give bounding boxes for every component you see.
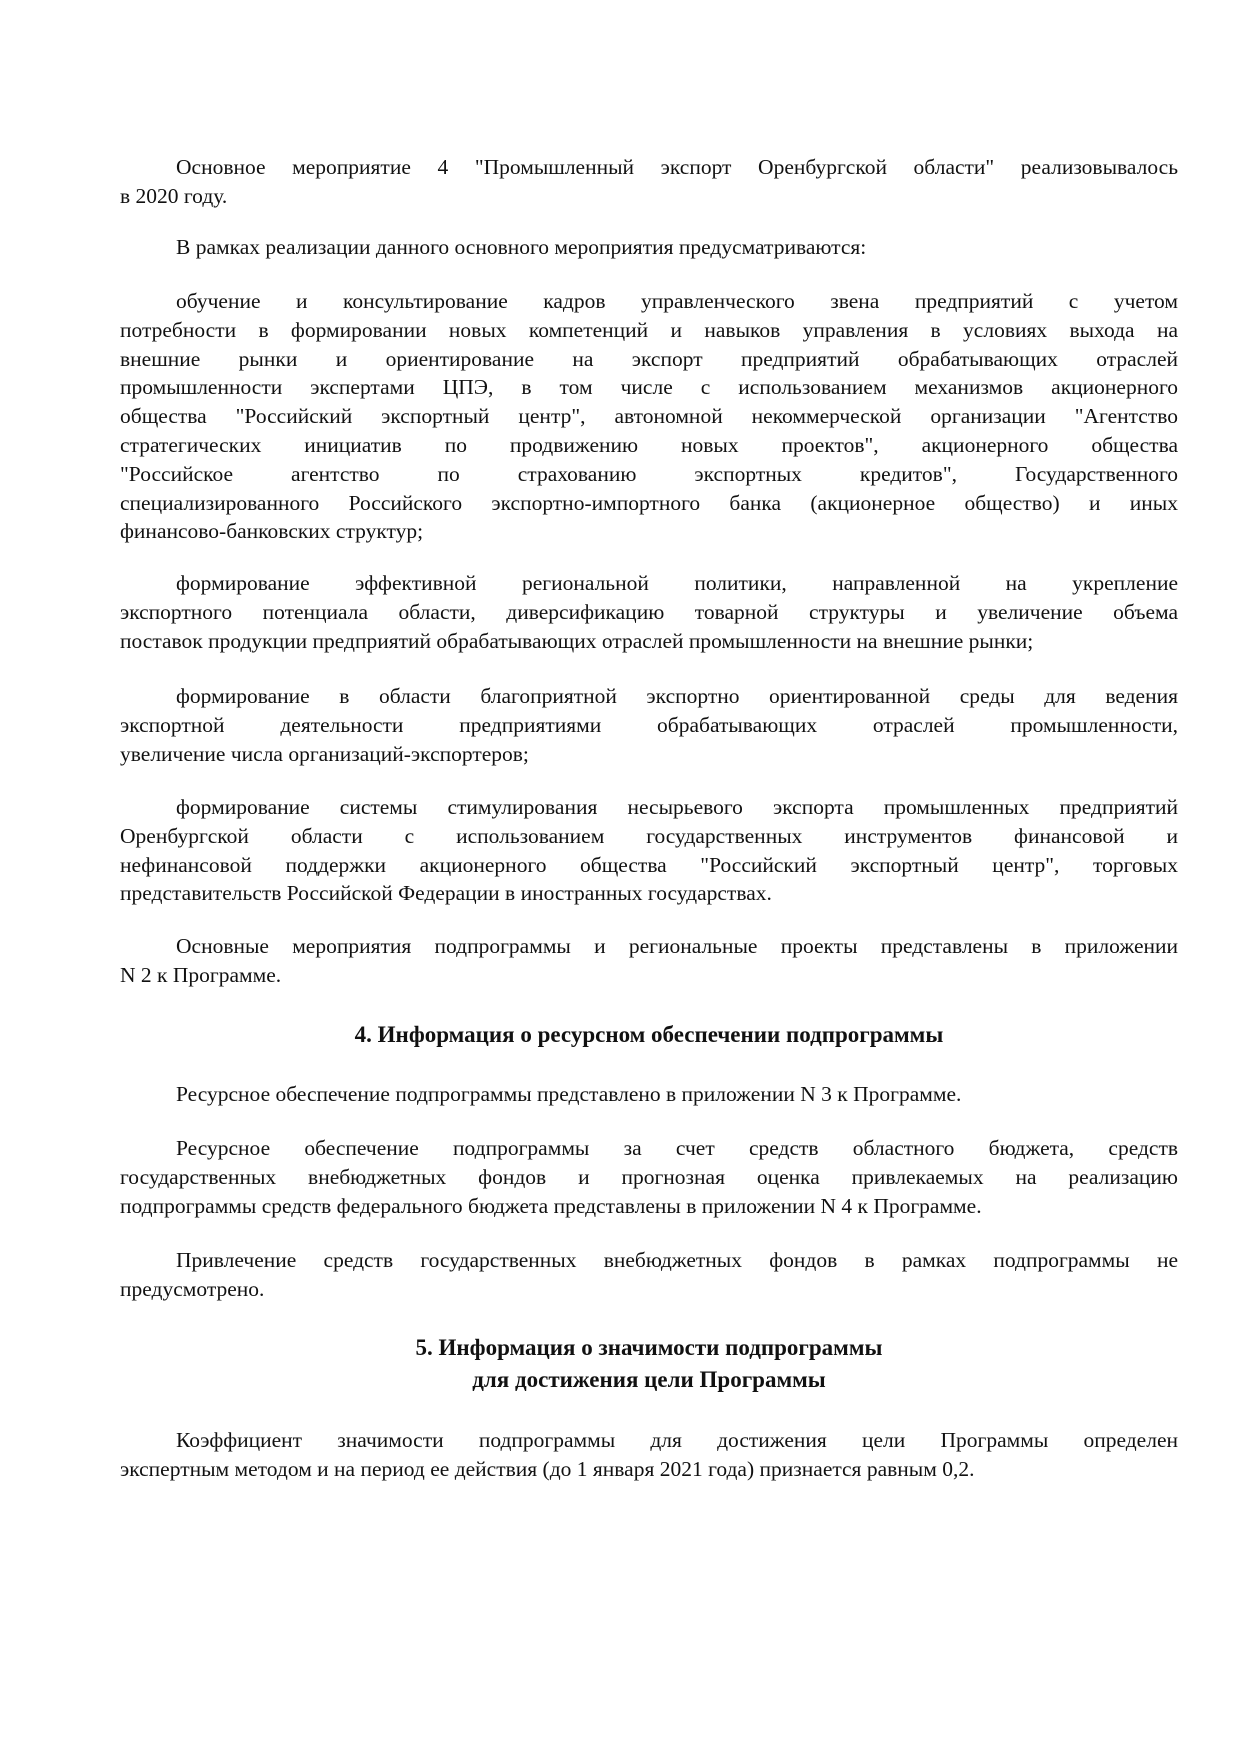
text-line: N 2 к Программе.	[120, 962, 282, 987]
paragraph-regional-policy	[120, 569, 1178, 655]
text-line: формирование системы стимулирования несырьевого экспорта промышленных предприятий	[176, 795, 1178, 819]
paragraph-stimulation-system	[120, 793, 1178, 908]
text-line: "Российское агентство по страхованию экспортных кредитов", Государственного	[120, 461, 1178, 486]
text-line: внешние рынки и ориентирование на экспорт предприятий обрабатывающих отраслей	[120, 346, 1178, 371]
text-line: в 2020 году.	[120, 183, 228, 208]
paragraph-appendix-2	[120, 932, 1178, 990]
text-line: экспортной деятельности предприятиями обрабатывающих отраслей промышленности,	[120, 712, 1178, 737]
text-line: формирование в области благоприятной экспортно ориентированной среды для ведения	[176, 684, 1178, 708]
text-line: формирование эффективной региональной политики, направленной на укрепление	[176, 571, 1178, 595]
text-line: поставок продукции предприятий обрабатывающих отраслей промышленности на внешние рынки;	[120, 628, 1034, 653]
text-line: промышленности экспертами ЦПЭ, в том числе с использованием механизмов акционерного	[120, 375, 1178, 400]
text-line: экспортного потенциала области, диверсификацию товарной структуры и увеличение объема	[120, 599, 1178, 624]
heading-section-5	[120, 1332, 1178, 1396]
text-line: специализированного Российского экспортно-импортного банка (акционерное общество) и иных	[120, 490, 1178, 515]
heading-section-4	[120, 1019, 1178, 1051]
paragraph-appendix-3	[120, 1080, 1178, 1109]
text-line: увеличение числа организаций-экспортеров;	[120, 741, 529, 766]
text-line: В рамках реализации данного основного мероприятия предусматриваются:	[176, 235, 867, 259]
paragraph-main-activity-4	[120, 153, 1178, 211]
heading-line: 5. Информация о значимости подпрограммы	[415, 1335, 883, 1360]
text-line: Оренбургской области с использованием государственных инструментов финансовой и	[120, 823, 1178, 848]
paragraph-intro	[120, 233, 1178, 262]
heading-line: для достижения цели Программы	[472, 1367, 826, 1392]
text-line: стратегических инициатив по продвижению новых проектов", акционерного общества	[120, 432, 1178, 457]
text-line: Ресурсное обеспечение подпрограммы представлено в приложении N 3 к Программе.	[176, 1082, 962, 1106]
text-line: подпрограммы средств федерального бюджета представлены в приложении N 4 к Программе.	[120, 1193, 982, 1218]
text-line: Основные мероприятия подпрограммы и региональные проекты представлены в приложении	[176, 934, 1178, 958]
text-line: нефинансовой поддержки акционерного общества "Российский экспортный центр", торговых	[120, 852, 1178, 877]
text-line: предусмотрено.	[120, 1276, 265, 1301]
text-line: Привлечение средств государственных внебюджетных фондов в рамках подпрограммы не	[176, 1248, 1178, 1272]
paragraph-export-environment	[120, 682, 1178, 768]
text-line: государственных внебюджетных фондов и прогнозная оценка привлекаемых на реализацию	[120, 1164, 1178, 1189]
text-line: Основное мероприятие 4 "Промышленный экспорт Оренбургской области" реализовывалось	[176, 155, 1178, 179]
text-line: финансово-банковских структур;	[120, 519, 424, 544]
text-line: общества "Российский экспортный центр", автономной некоммерческой организации "Агентство	[120, 404, 1178, 429]
text-line: экспертным методом и на период ее действия (до 1 января 2021 года) признается равным 0,2.	[120, 1456, 975, 1481]
heading-line: 4. Информация о ресурсном обеспечении подпрограммы	[354, 1022, 944, 1047]
text-line: представительств Российской Федерации в иностранных государствах.	[120, 881, 772, 906]
text-line: обучение и консультирование кадров управленческого звена предприятий с учетом	[176, 289, 1178, 313]
paragraph-significance-coefficient	[120, 1426, 1178, 1484]
paragraph-extrabudgetary-funds	[120, 1246, 1178, 1304]
text-line: Коэффициент значимости подпрограммы для достижения цели Программы определен	[176, 1428, 1178, 1452]
text-line: потребности в формировании новых компетенций и навыков управления в условиях выхода на	[120, 317, 1178, 342]
text-line: Ресурсное обеспечение подпрограммы за счет средств областного бюджета, средств	[176, 1136, 1178, 1160]
paragraph-training	[120, 287, 1178, 546]
paragraph-budget	[120, 1134, 1178, 1220]
